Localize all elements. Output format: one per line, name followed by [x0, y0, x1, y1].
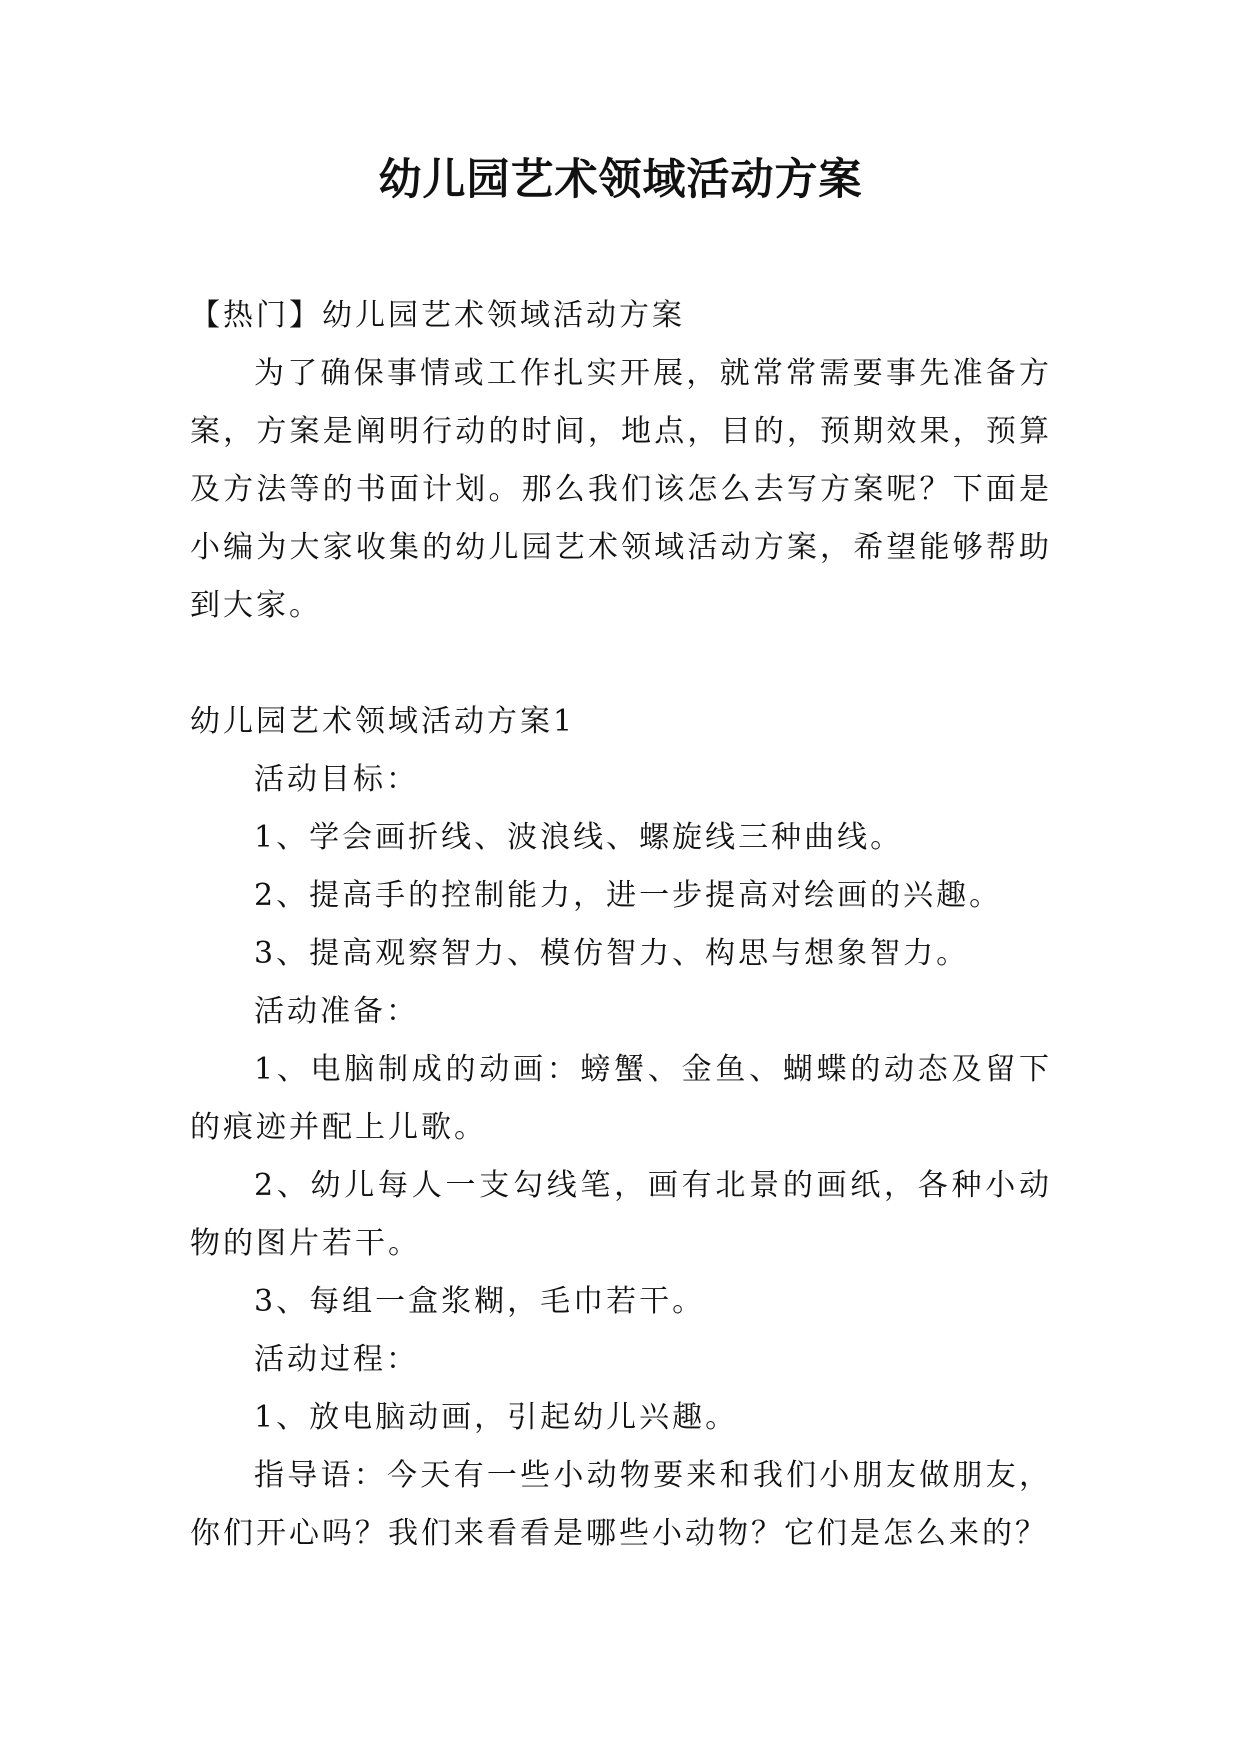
document-title: 幼儿园艺术领域活动方案	[378, 155, 863, 205]
goal-item: 1、学会画折线、波浪线、螺旋线三种曲线。	[254, 820, 904, 855]
goals-heading: 活动目标：	[254, 762, 419, 797]
subtitle-line: 【热门】幼儿园艺术领域活动方案	[190, 298, 685, 333]
guide-paragraph: 指导语：今天有一些小动物要来和我们小朋友做朋友，你们开心吗？我们来看看是哪些小动物？它们是怎么来的？	[190, 1458, 1052, 1551]
process-item: 1、放电脑动画，引起幼儿兴趣。	[254, 1400, 739, 1435]
prep-item: 2、幼儿每人一支勾线笔，画有北景的画纸，各种小动物的图片若干。	[190, 1168, 1052, 1261]
paragraph-spacer	[190, 635, 1052, 693]
section-heading: 幼儿园艺术领域活动方案1	[190, 704, 576, 739]
intro-paragraph: 为了确保事情或工作扎实开展，就常常需要事先准备方案，方案是阐明行动的时间，地点，目的，预期效果，预算及方法等的书面计划。那么我们该怎么去写方案呢？下面是小编为大家收集的幼儿园艺术领域活动方案，希望能够帮助到大家。	[190, 356, 1052, 623]
document-body	[190, 287, 1052, 1563]
process-heading: 活动过程：	[254, 1342, 419, 1377]
prep-item: 3、每组一盒浆糊，毛巾若干。	[254, 1284, 706, 1319]
goal-item: 2、提高手的控制能力，进一步提高对绘画的兴趣。	[254, 878, 1003, 913]
goal-item: 3、提高观察智力、模仿智力、构思与想象智力。	[254, 936, 970, 971]
prep-heading: 活动准备：	[254, 994, 419, 1029]
prep-item: 1、电脑制成的动画：螃蟹、金鱼、蝴蝶的动态及留下的痕迹并配上儿歌。	[190, 1052, 1052, 1145]
